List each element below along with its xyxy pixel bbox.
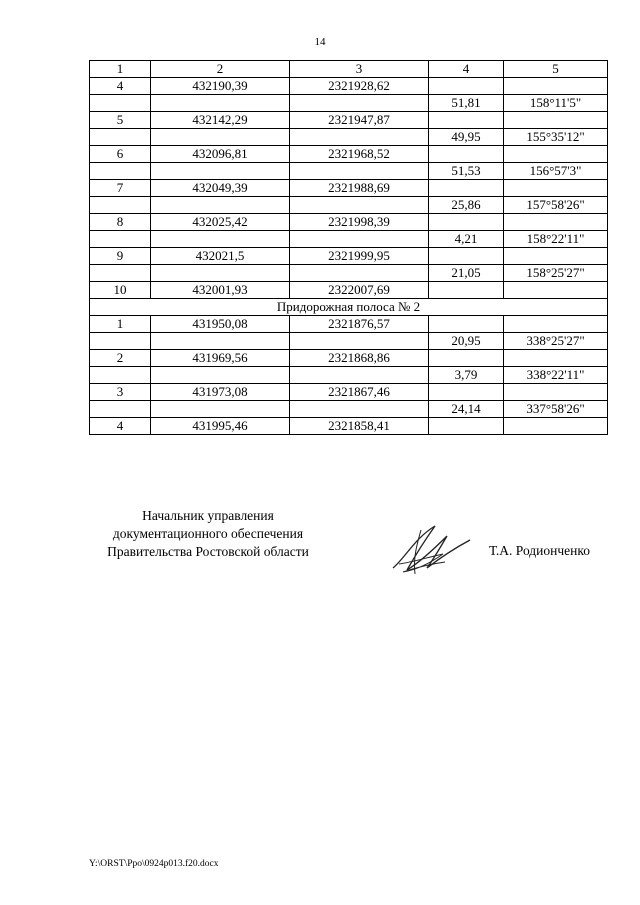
segment-row	[90, 401, 608, 418]
coordinate-x: 432049,39	[151, 180, 290, 197]
point-row	[90, 78, 608, 95]
empty-cell	[90, 197, 151, 214]
coordinate-y: 2321968,52	[290, 146, 429, 163]
point-number: 10	[90, 282, 151, 299]
point-row	[90, 180, 608, 197]
point-number: 9	[90, 248, 151, 265]
empty-cell	[429, 282, 504, 299]
empty-cell	[429, 248, 504, 265]
empty-cell	[429, 112, 504, 129]
point-row	[90, 112, 608, 129]
coordinate-y: 2321876,57	[290, 316, 429, 333]
empty-cell	[504, 316, 608, 333]
point-number: 4	[90, 418, 151, 435]
header-cell-1: 1	[90, 61, 151, 78]
empty-cell	[151, 95, 290, 112]
point-row	[90, 316, 608, 333]
empty-cell	[151, 197, 290, 214]
empty-cell	[504, 214, 608, 231]
empty-cell	[504, 282, 608, 299]
header-cell-5: 5	[504, 61, 608, 78]
point-number: 6	[90, 146, 151, 163]
empty-cell	[90, 401, 151, 418]
empty-cell	[504, 180, 608, 197]
empty-cell	[290, 231, 429, 248]
header-cell-4: 4	[429, 61, 504, 78]
segment-angle: 158°11'5"	[504, 95, 608, 112]
empty-cell	[151, 231, 290, 248]
coordinate-x: 432001,93	[151, 282, 290, 299]
empty-cell	[151, 367, 290, 384]
coordinate-x: 431973,08	[151, 384, 290, 401]
point-row	[90, 282, 608, 299]
signatory-line-1: Начальник управления	[142, 508, 274, 523]
empty-cell	[504, 248, 608, 265]
coordinate-y: 2321858,41	[290, 418, 429, 435]
point-number: 3	[90, 384, 151, 401]
empty-cell	[151, 129, 290, 146]
point-row	[90, 146, 608, 163]
coordinate-y: 2322007,69	[290, 282, 429, 299]
segment-length: 21,05	[429, 265, 504, 282]
coordinate-x: 432190,39	[151, 78, 290, 95]
handwritten-signature	[385, 518, 475, 578]
segment-length: 49,95	[429, 129, 504, 146]
empty-cell	[290, 95, 429, 112]
coordinate-y: 2321947,87	[290, 112, 429, 129]
point-number: 2	[90, 350, 151, 367]
coordinate-x: 432021,5	[151, 248, 290, 265]
segment-angle: 338°22'11"	[504, 367, 608, 384]
point-number: 1	[90, 316, 151, 333]
empty-cell	[151, 265, 290, 282]
segment-angle: 157°58'26"	[504, 197, 608, 214]
coordinate-x: 432142,29	[151, 112, 290, 129]
coordinate-x: 431969,56	[151, 350, 290, 367]
coordinate-y: 2321868,86	[290, 350, 429, 367]
segment-row	[90, 129, 608, 146]
empty-cell	[151, 401, 290, 418]
empty-cell	[429, 384, 504, 401]
empty-cell	[504, 350, 608, 367]
segment-row	[90, 333, 608, 350]
empty-cell	[290, 401, 429, 418]
empty-cell	[90, 333, 151, 350]
empty-cell	[429, 316, 504, 333]
empty-cell	[504, 78, 608, 95]
empty-cell	[429, 146, 504, 163]
point-row	[90, 350, 608, 367]
point-number: 7	[90, 180, 151, 197]
segment-row	[90, 367, 608, 384]
coordinate-y: 2321867,46	[290, 384, 429, 401]
segment-angle: 158°25'27"	[504, 265, 608, 282]
segment-row	[90, 197, 608, 214]
empty-cell	[90, 129, 151, 146]
empty-cell	[429, 180, 504, 197]
empty-cell	[90, 231, 151, 248]
coordinate-x: 432096,81	[151, 146, 290, 163]
segment-length: 51,53	[429, 163, 504, 180]
file-path: Y:\ORST\Ppo\0924p013.f20.docx	[89, 859, 219, 869]
empty-cell	[504, 146, 608, 163]
empty-cell	[504, 112, 608, 129]
segment-length: 25,86	[429, 197, 504, 214]
empty-cell	[90, 95, 151, 112]
coordinates-table	[89, 60, 608, 435]
segment-angle: 338°25'27"	[504, 333, 608, 350]
header-cell-3: 3	[290, 61, 429, 78]
segment-row	[90, 265, 608, 282]
point-row	[90, 248, 608, 265]
empty-cell	[90, 265, 151, 282]
table-header-row	[90, 61, 608, 78]
segment-angle: 156°57'3"	[504, 163, 608, 180]
point-row	[90, 384, 608, 401]
segment-length: 20,95	[429, 333, 504, 350]
segment-angle: 337°58'26"	[504, 401, 608, 418]
signatory-title	[88, 507, 328, 561]
coordinate-x: 431950,08	[151, 316, 290, 333]
coordinate-x: 432025,42	[151, 214, 290, 231]
empty-cell	[151, 163, 290, 180]
section-row	[90, 299, 608, 316]
empty-cell	[290, 129, 429, 146]
segment-length: 3,79	[429, 367, 504, 384]
empty-cell	[290, 367, 429, 384]
empty-cell	[290, 163, 429, 180]
empty-cell	[429, 418, 504, 435]
coordinate-y: 2321928,62	[290, 78, 429, 95]
empty-cell	[429, 214, 504, 231]
segment-length: 51,81	[429, 95, 504, 112]
empty-cell	[290, 197, 429, 214]
header-cell-2: 2	[151, 61, 290, 78]
segment-row	[90, 95, 608, 112]
signatory-name: Т.А. Родионченко	[489, 543, 590, 558]
point-row	[90, 418, 608, 435]
section-title: Придорожная полоса № 2	[90, 299, 608, 316]
signatory-line-3: Правительства Ростовской области	[107, 544, 309, 559]
coordinate-y: 2321998,39	[290, 214, 429, 231]
empty-cell	[90, 367, 151, 384]
coordinate-y: 2321999,95	[290, 248, 429, 265]
coordinate-x: 431995,46	[151, 418, 290, 435]
segment-angle: 158°22'11"	[504, 231, 608, 248]
point-number: 5	[90, 112, 151, 129]
point-row	[90, 214, 608, 231]
empty-cell	[429, 78, 504, 95]
signatory-line-2: документационного обеспечения	[112, 526, 304, 541]
empty-cell	[290, 333, 429, 350]
empty-cell	[504, 384, 608, 401]
empty-cell	[151, 333, 290, 350]
segment-length: 4,21	[429, 231, 504, 248]
segment-length: 24,14	[429, 401, 504, 418]
point-number: 8	[90, 214, 151, 231]
empty-cell	[290, 265, 429, 282]
segment-row	[90, 163, 608, 180]
segment-angle: 155°35'12"	[504, 129, 608, 146]
segment-row	[90, 231, 608, 248]
empty-cell	[429, 350, 504, 367]
point-number: 4	[90, 78, 151, 95]
page-number: 14	[314, 36, 326, 48]
coordinate-y: 2321988,69	[290, 180, 429, 197]
empty-cell	[90, 163, 151, 180]
empty-cell	[504, 418, 608, 435]
